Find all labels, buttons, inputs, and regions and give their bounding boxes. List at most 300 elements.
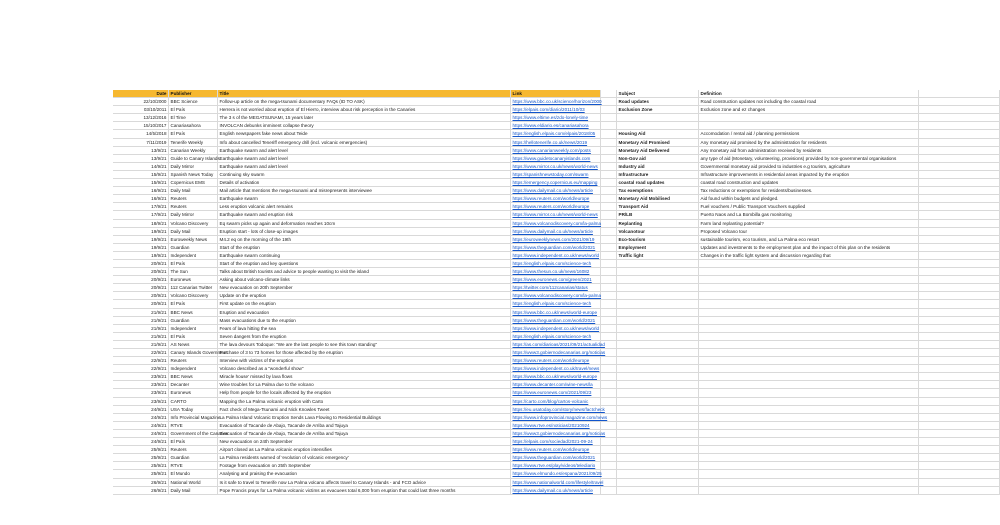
cell-link[interactable]: https://www.mirror.co.uk/news/world-news (511, 163, 601, 171)
empty-cell[interactable] (919, 114, 1000, 122)
cell-date[interactable]: 24/9/21 (113, 406, 169, 414)
empty-cell[interactable] (601, 98, 617, 106)
empty-cell[interactable] (601, 454, 617, 462)
cell-link[interactable]: https://english.elpais.com/science-tech (511, 300, 601, 308)
cell-publisher[interactable]: Daily Mail (169, 228, 218, 236)
cell-subject[interactable]: Road updates (617, 98, 699, 106)
cell-definition[interactable] (699, 373, 919, 381)
cell-link[interactable]: https://www.infoprovincial.magazine.com/news (511, 414, 601, 422)
cell-publisher[interactable]: Canary Islands Government (169, 349, 218, 357)
empty-cell[interactable] (601, 155, 617, 163)
empty-cell[interactable] (601, 171, 617, 179)
cell-definition[interactable]: Updates and investments to the employment plan and the impact of this plan on the residents (699, 244, 919, 252)
cell-date[interactable]: 14/5/2018 (113, 130, 169, 138)
cell-date[interactable]: 24/9/21 (113, 430, 169, 438)
cell-subject[interactable] (617, 333, 699, 341)
cell-title[interactable]: Asking about volcano-climate links (218, 276, 511, 284)
cell-link[interactable]: https://www.eldiario.es/canariasahora (511, 122, 601, 130)
cell-definition[interactable]: Fuel vouchers / Public Transport Vouchers supplied (699, 203, 919, 211)
cell-definition[interactable] (699, 122, 919, 130)
cell-definition[interactable] (699, 446, 919, 454)
empty-cell[interactable] (601, 211, 617, 219)
cell-publisher[interactable]: Euronews (169, 389, 218, 397)
cell-definition[interactable]: Proposed Volcano tour (699, 228, 919, 236)
empty-cell[interactable] (601, 139, 617, 147)
cell-title[interactable]: Interview with victims of the eruption (218, 357, 511, 365)
cell-subject[interactable]: Tax exemptions (617, 187, 699, 195)
cell-link[interactable]: https://www.independent.co.uk/news/world (511, 252, 601, 260)
cell-subject[interactable] (617, 114, 699, 122)
empty-cell[interactable] (601, 406, 617, 414)
empty-cell[interactable] (601, 479, 617, 487)
empty-cell[interactable] (601, 462, 617, 470)
empty-cell[interactable] (601, 292, 617, 300)
cell-subject[interactable] (617, 446, 699, 454)
cell-link[interactable]: https://hellotenerife.co.uk/news/2019 (511, 139, 601, 147)
cell-link[interactable]: https://twitter.com/112canarias/status (511, 284, 601, 292)
cell-title[interactable]: Start of the eruption and key questions (218, 260, 511, 268)
cell-date[interactable]: 24/9/21 (113, 414, 169, 422)
cell-link[interactable]: https://www.elmundo.es/espana/2021/09/25 (511, 470, 601, 478)
cell-link[interactable]: https://www.mirror.co.uk/news/world-news (511, 211, 601, 219)
empty-cell[interactable] (601, 446, 617, 454)
cell-subject[interactable] (617, 365, 699, 373)
cell-title[interactable]: The lava devours Todoque: "We are the last people to see this town standing" (218, 341, 511, 349)
empty-cell[interactable] (919, 398, 1000, 406)
cell-publisher[interactable]: Reuters (169, 203, 218, 211)
cell-title[interactable]: Purchase of 3 to 73 homes for those affected by the eruption (218, 349, 511, 357)
cell-title[interactable]: Airport closed as La Palma volcanic eruption intensifies (218, 446, 511, 454)
cell-publisher[interactable]: Canarian Weekly (169, 147, 218, 155)
cell-publisher[interactable]: Daily Mail (169, 187, 218, 195)
cell-definition[interactable] (699, 470, 919, 478)
cell-subject[interactable] (617, 357, 699, 365)
cell-publisher[interactable]: Reuters (169, 195, 218, 203)
empty-cell[interactable] (601, 252, 617, 260)
cell-date[interactable]: 14/9/21 (113, 163, 169, 171)
cell-date[interactable]: 21/9/21 (113, 333, 169, 341)
cell-date[interactable]: 15/9/21 (113, 171, 169, 179)
cell-subject[interactable] (617, 284, 699, 292)
cell-definition[interactable] (699, 487, 919, 495)
cell-link[interactable]: https://elpais.com/sociedad/2021-09-24 (511, 438, 601, 446)
cell-subject[interactable]: PR/LB (617, 211, 699, 219)
empty-cell[interactable] (601, 487, 617, 495)
cell-publisher[interactable]: 112 Canarias Twitter (169, 284, 218, 292)
cell-date[interactable]: 22/10/2000 (113, 98, 169, 106)
cell-date[interactable]: 13/9/21 (113, 147, 169, 155)
empty-cell[interactable] (601, 179, 617, 187)
cell-date[interactable]: 25/9/21 (113, 470, 169, 478)
cell-definition[interactable] (699, 325, 919, 333)
cell-publisher[interactable]: BBC Science (169, 98, 218, 106)
cell-title[interactable]: Earthquake swarm and alert level (218, 163, 511, 171)
cell-definition[interactable] (699, 349, 919, 357)
column-header-definition[interactable]: Definition (699, 90, 919, 98)
empty-cell[interactable] (919, 98, 1000, 106)
cell-subject[interactable] (617, 381, 699, 389)
cell-title[interactable]: Earthquake swarm continuing (218, 252, 511, 260)
cell-title[interactable]: New evacuation on 20th September (218, 284, 511, 292)
column-header-publisher[interactable]: Publisher (169, 90, 218, 98)
cell-publisher[interactable]: RTVE (169, 422, 218, 430)
cell-definition[interactable] (699, 462, 919, 470)
empty-cell[interactable] (919, 414, 1000, 422)
cell-date[interactable]: 19/9/21 (113, 252, 169, 260)
cell-link[interactable]: https://english.elpais.com/science-tech (511, 333, 601, 341)
cell-definition[interactable]: Any monetary aid promised by the administration for residents (699, 139, 919, 147)
cell-title[interactable]: Follow-up article on the mega-tsunami documentary FAQs (ID TO ASK) (218, 98, 511, 106)
cell-definition[interactable] (699, 317, 919, 325)
cell-definition[interactable]: Road construction updates not including the coastal road (699, 98, 919, 106)
cell-title[interactable]: INVOLCAN debunks imminent collapse theory (218, 122, 511, 130)
empty-cell[interactable] (601, 236, 617, 244)
cell-publisher[interactable]: BBC News (169, 309, 218, 317)
cell-title[interactable]: Update on the eruption (218, 292, 511, 300)
cell-publisher[interactable]: Guardian (169, 317, 218, 325)
cell-link[interactable]: https://www.reuters.com/world/europe (511, 446, 601, 454)
cell-title[interactable]: Eruption and evacuation (218, 309, 511, 317)
cell-publisher[interactable]: CARTO (169, 398, 218, 406)
empty-cell[interactable] (601, 341, 617, 349)
cell-definition[interactable] (699, 284, 919, 292)
empty-cell[interactable] (919, 381, 1000, 389)
cell-subject[interactable] (617, 268, 699, 276)
empty-cell[interactable] (919, 309, 1000, 317)
empty-cell[interactable] (919, 292, 1000, 300)
cell-date[interactable]: 23/9/21 (113, 398, 169, 406)
cell-definition[interactable] (699, 268, 919, 276)
cell-link[interactable]: https://www.decanter.com/wine-news/la (511, 381, 601, 389)
cell-title[interactable]: M4.2 eq on the morning of the 19th (218, 236, 511, 244)
cell-subject[interactable] (617, 398, 699, 406)
cell-link[interactable]: https://www.dailymail.co.uk/news/article (511, 487, 601, 495)
cell-date[interactable]: 20/9/21 (113, 260, 169, 268)
cell-definition[interactable]: sustainable tourism, eco tourism, and La Palma eco resort (699, 236, 919, 244)
empty-cell[interactable] (919, 333, 1000, 341)
cell-publisher[interactable]: AS News (169, 341, 218, 349)
cell-publisher[interactable]: Euronews (169, 276, 218, 284)
cell-link[interactable]: https://spanishnewstoday.com/swarm (511, 171, 601, 179)
empty-cell[interactable] (601, 122, 617, 130)
cell-title[interactable]: Analysing and praising the evacuation (218, 470, 511, 478)
empty-cell[interactable] (601, 309, 617, 317)
empty-cell[interactable] (919, 179, 1000, 187)
cell-link[interactable]: https://www.euronews.com/green/2021 (511, 276, 601, 284)
cell-definition[interactable] (699, 333, 919, 341)
cell-date[interactable]: 15/10/2017 (113, 122, 169, 130)
cell-subject[interactable] (617, 454, 699, 462)
cell-link[interactable]: https://www.bbc.co.uk/news/world-europe (511, 373, 601, 381)
empty-cell[interactable] (601, 300, 617, 308)
cell-title[interactable]: Evacuation of Tacande de Abajo, Tacande de Arriba and Tajuya (218, 430, 511, 438)
cell-link[interactable]: https://www.volcanodiscovery.com/la-palma (511, 220, 601, 228)
cell-publisher[interactable]: RTVE (169, 462, 218, 470)
cell-publisher[interactable]: El País (169, 260, 218, 268)
cell-definition[interactable] (699, 389, 919, 397)
cell-title[interactable]: Miracle house' missed by lava flows (218, 373, 511, 381)
empty-cell[interactable] (601, 106, 617, 114)
column-header-date[interactable]: Date (113, 90, 169, 98)
empty-cell[interactable] (601, 130, 617, 138)
cell-date[interactable]: 19/9/21 (113, 228, 169, 236)
cell-title[interactable]: The 3 s of the MEGATSUNAMI, 15 years later (218, 114, 511, 122)
cell-definition[interactable]: Governmental monetary aid provided to industries e.g tourism, agriculture (699, 163, 919, 171)
empty-cell[interactable] (919, 187, 1000, 195)
empty-cell[interactable] (919, 365, 1000, 373)
cell-date[interactable]: 20/9/21 (113, 300, 169, 308)
cell-link[interactable]: https://www.bbc.co.uk/science/horizon/2000 (511, 98, 601, 106)
cell-link[interactable]: https://www.theguardian.com/world/2021 (511, 317, 601, 325)
cell-title[interactable]: Mapping the La Palma volcanic eruption with Carto (218, 398, 511, 406)
cell-publisher[interactable]: Canariasahora (169, 122, 218, 130)
cell-subject[interactable]: Volcanotour (617, 228, 699, 236)
empty-cell[interactable] (919, 284, 1000, 292)
empty-cell[interactable] (919, 163, 1000, 171)
empty-cell[interactable] (919, 422, 1000, 430)
cell-publisher[interactable]: El Time (169, 114, 218, 122)
empty-cell[interactable] (601, 373, 617, 381)
cell-definition[interactable]: Aid found within budgets and pledged. (699, 195, 919, 203)
empty-cell[interactable] (919, 446, 1000, 454)
cell-date[interactable]: 19/9/21 (113, 236, 169, 244)
cell-date[interactable]: 26/9/21 (113, 479, 169, 487)
empty-cell[interactable] (601, 244, 617, 252)
cell-definition[interactable]: any type of aid (Monetary, volunteering, provisions) provided by non-governmental organisations (699, 155, 919, 163)
empty-cell[interactable] (919, 147, 1000, 155)
cell-publisher[interactable]: USA Today (169, 406, 218, 414)
cell-title[interactable]: Mass evacuations due to the eruption (218, 317, 511, 325)
spreadsheet-grid[interactable] (113, 90, 1000, 500)
cell-title[interactable]: New evacuation on 24th September (218, 438, 511, 446)
cell-title[interactable]: Mail article that mentions the mega-tsunami and misrepresents interviewee (218, 187, 511, 195)
cell-title[interactable]: Details of activation (218, 179, 511, 187)
cell-date[interactable]: 22/9/21 (113, 357, 169, 365)
empty-cell[interactable] (601, 381, 617, 389)
cell-title[interactable]: Fears of lava hitting the sea (218, 325, 511, 333)
cell-subject[interactable] (617, 487, 699, 495)
cell-link[interactable]: https://elpais.com/diario/2011/10/03 (511, 106, 601, 114)
cell-date[interactable]: 18/9/21 (113, 220, 169, 228)
cell-link[interactable]: https://www3.gobiernodecanarias.org/noticias (511, 430, 601, 438)
cell-subject[interactable]: Monetary Aid Mobilised (617, 195, 699, 203)
empty-cell[interactable] (601, 414, 617, 422)
cell-subject[interactable] (617, 422, 699, 430)
cell-title[interactable]: La Palma Island Volcanic Eruption Sends Lava Flowing to Residential Buildings (218, 414, 511, 422)
cell-subject[interactable] (617, 406, 699, 414)
cell-date[interactable]: 20/9/21 (113, 276, 169, 284)
cell-definition[interactable]: Accomodation / rental aid / planning permissions (699, 130, 919, 138)
cell-title[interactable]: Start of the eruption (218, 244, 511, 252)
cell-publisher[interactable]: Info Provincial Magazine (169, 414, 218, 422)
cell-date[interactable]: 25/9/21 (113, 446, 169, 454)
empty-cell[interactable] (601, 90, 617, 98)
cell-title[interactable]: Earthquake swarm and eruption risk (218, 211, 511, 219)
cell-subject[interactable]: Non-Gov aid (617, 155, 699, 163)
empty-cell[interactable] (919, 211, 1000, 219)
cell-date[interactable]: 21/9/21 (113, 309, 169, 317)
cell-definition[interactable] (699, 381, 919, 389)
cell-publisher[interactable]: Independent (169, 325, 218, 333)
cell-subject[interactable] (617, 479, 699, 487)
cell-link[interactable]: https://www.independent.co.uk/travel/news (511, 365, 601, 373)
empty-cell[interactable] (601, 268, 617, 276)
cell-date[interactable]: 26/9/21 (113, 487, 169, 495)
cell-publisher[interactable]: El País (169, 333, 218, 341)
empty-cell[interactable] (919, 220, 1000, 228)
empty-cell[interactable] (919, 203, 1000, 211)
empty-cell[interactable] (601, 389, 617, 397)
cell-link[interactable]: https://www.thesun.co.uk/news/16082 (511, 268, 601, 276)
empty-cell[interactable] (919, 373, 1000, 381)
cell-date[interactable]: 21/9/21 (113, 325, 169, 333)
cell-publisher[interactable]: Copernicus EMS (169, 179, 218, 187)
cell-definition[interactable]: Farm land replanting potential? (699, 220, 919, 228)
cell-subject[interactable] (617, 373, 699, 381)
cell-date[interactable]: 20/9/21 (113, 268, 169, 276)
cell-date[interactable]: 22/9/21 (113, 349, 169, 357)
empty-cell[interactable] (601, 333, 617, 341)
cell-date[interactable]: 21/9/21 (113, 317, 169, 325)
cell-title[interactable]: Pope Francis prays for La Palma volcanic victims as evacuees total 6,000 from eruption that could last three months (218, 487, 511, 495)
cell-date[interactable]: 03/10/2011 (113, 106, 169, 114)
cell-publisher[interactable]: El País (169, 130, 218, 138)
cell-definition[interactable] (699, 414, 919, 422)
cell-link[interactable]: https://www.guidetocanaryislands.com (511, 155, 601, 163)
cell-title[interactable]: La Palma residents warned of 'evolution of volcanic emergency' (218, 454, 511, 462)
cell-publisher[interactable]: Volcano Discovery (169, 220, 218, 228)
empty-cell[interactable] (919, 406, 1000, 414)
cell-definition[interactable] (699, 114, 919, 122)
empty-cell[interactable] (601, 365, 617, 373)
cell-subject[interactable]: Housing Aid (617, 130, 699, 138)
cell-subject[interactable] (617, 349, 699, 357)
cell-date[interactable]: 17/9/21 (113, 203, 169, 211)
empty-cell[interactable] (919, 155, 1000, 163)
cell-subject[interactable]: Replanting (617, 220, 699, 228)
empty-cell[interactable] (919, 228, 1000, 236)
cell-title[interactable]: Less eruption volcanic alert remains (218, 203, 511, 211)
empty-cell[interactable] (919, 300, 1000, 308)
cell-date[interactable]: 21/9/21 (113, 341, 169, 349)
cell-date[interactable]: 24/9/21 (113, 438, 169, 446)
cell-link[interactable]: https://www.eltime.es/zdo-lonely-time (511, 114, 601, 122)
cell-link[interactable]: https://carto.com/blog/cartos-volcanic (511, 398, 601, 406)
cell-definition[interactable] (699, 398, 919, 406)
cell-date[interactable]: 20/9/21 (113, 292, 169, 300)
cell-publisher[interactable]: Government of the Canaries (169, 430, 218, 438)
cell-subject[interactable] (617, 122, 699, 130)
cell-title[interactable]: Volcano described as a "wonderful show" (218, 365, 511, 373)
cell-title[interactable]: Eruption start - lots of close-up images (218, 228, 511, 236)
cell-link[interactable]: https://english.elpais.com/science-tech (511, 260, 601, 268)
empty-cell[interactable] (601, 284, 617, 292)
cell-definition[interactable]: Changes in the traffic light system and discussion regarding that (699, 252, 919, 260)
cell-subject[interactable]: Traffic light (617, 252, 699, 260)
cell-publisher[interactable]: Independent (169, 365, 218, 373)
cell-title[interactable]: First update on the eruption (218, 300, 511, 308)
cell-link[interactable]: https://www.bbc.co.uk/news/world-europe (511, 309, 601, 317)
cell-link[interactable]: https://as.com/diarioas/2021/09/21/actualidad (511, 341, 601, 349)
cell-subject[interactable]: Eco-tourism (617, 236, 699, 244)
empty-cell[interactable] (919, 106, 1000, 114)
cell-subject[interactable] (617, 462, 699, 470)
cell-title[interactable]: Is it safe to travel to Tenerife now La Palma volcano affects travel to Canary Islands - and FCO advice (218, 479, 511, 487)
empty-cell[interactable] (601, 317, 617, 325)
cell-date[interactable]: 13/9/21 (113, 155, 169, 163)
cell-link[interactable]: https://www.independent.co.uk/news/world (511, 325, 601, 333)
cell-date[interactable]: 7/11/2019 (113, 139, 169, 147)
cell-publisher[interactable]: El País (169, 300, 218, 308)
empty-cell[interactable] (919, 470, 1000, 478)
cell-subject[interactable] (617, 325, 699, 333)
cell-definition[interactable] (699, 479, 919, 487)
empty-cell[interactable] (919, 317, 1000, 325)
cell-date[interactable]: 19/9/21 (113, 244, 169, 252)
cell-date[interactable]: 23/9/21 (113, 373, 169, 381)
empty-cell[interactable] (919, 130, 1000, 138)
empty-cell[interactable] (919, 487, 1000, 495)
cell-date[interactable]: 23/9/21 (113, 381, 169, 389)
cell-publisher[interactable]: Euroweekly News (169, 236, 218, 244)
empty-cell[interactable] (919, 430, 1000, 438)
cell-definition[interactable] (699, 309, 919, 317)
cell-link[interactable]: https://euroweeklynews.com/2021/09/19 (511, 236, 601, 244)
cell-definition[interactable] (699, 292, 919, 300)
cell-publisher[interactable]: Reuters (169, 357, 218, 365)
empty-cell[interactable] (601, 163, 617, 171)
empty-cell[interactable] (601, 147, 617, 155)
cell-subject[interactable] (617, 300, 699, 308)
cell-date[interactable]: 17/9/21 (113, 211, 169, 219)
cell-definition[interactable]: Any monetary aid from administration received by residents (699, 147, 919, 155)
cell-publisher[interactable]: Guardian (169, 244, 218, 252)
column-header-link[interactable]: Link (511, 90, 601, 98)
cell-publisher[interactable]: Independent (169, 252, 218, 260)
cell-definition[interactable] (699, 454, 919, 462)
cell-publisher[interactable]: El País (169, 438, 218, 446)
empty-cell[interactable] (601, 187, 617, 195)
cell-link[interactable]: https://www.theguardian.com/world/2021 (511, 454, 601, 462)
empty-cell[interactable] (919, 454, 1000, 462)
cell-subject[interactable] (617, 414, 699, 422)
empty-cell[interactable] (919, 139, 1000, 147)
empty-cell[interactable] (919, 341, 1000, 349)
empty-cell[interactable] (919, 260, 1000, 268)
cell-publisher[interactable]: Guardian (169, 454, 218, 462)
cell-subject[interactable]: Exclusion Zone (617, 106, 699, 114)
empty-cell[interactable] (601, 228, 617, 236)
empty-cell[interactable] (919, 349, 1000, 357)
cell-subject[interactable]: Industry aid (617, 163, 699, 171)
cell-link[interactable]: https://www.rtve.es/play/videos/telediario (511, 462, 601, 470)
cell-definition[interactable] (699, 438, 919, 446)
empty-cell[interactable] (919, 276, 1000, 284)
empty-cell[interactable] (919, 122, 1000, 130)
cell-title[interactable]: Info about cancelled Teneriff emergency drill (incl. volcanic emergencies) (218, 139, 511, 147)
cell-definition[interactable]: Exclusion zone and ez changes (699, 106, 919, 114)
cell-title[interactable]: Continuing sky swarm (218, 171, 511, 179)
column-header-subject[interactable]: Subject (617, 90, 699, 98)
empty-cell[interactable] (601, 260, 617, 268)
empty-cell[interactable] (919, 479, 1000, 487)
empty-cell[interactable] (601, 325, 617, 333)
cell-publisher[interactable]: Reuters (169, 446, 218, 454)
empty-cell[interactable] (601, 276, 617, 284)
cell-link[interactable]: https://www.rtve.es/noticias/20210924 (511, 422, 601, 430)
cell-subject[interactable] (617, 389, 699, 397)
cell-link[interactable]: https://www.theguardian.com/world/2021 (511, 244, 601, 252)
